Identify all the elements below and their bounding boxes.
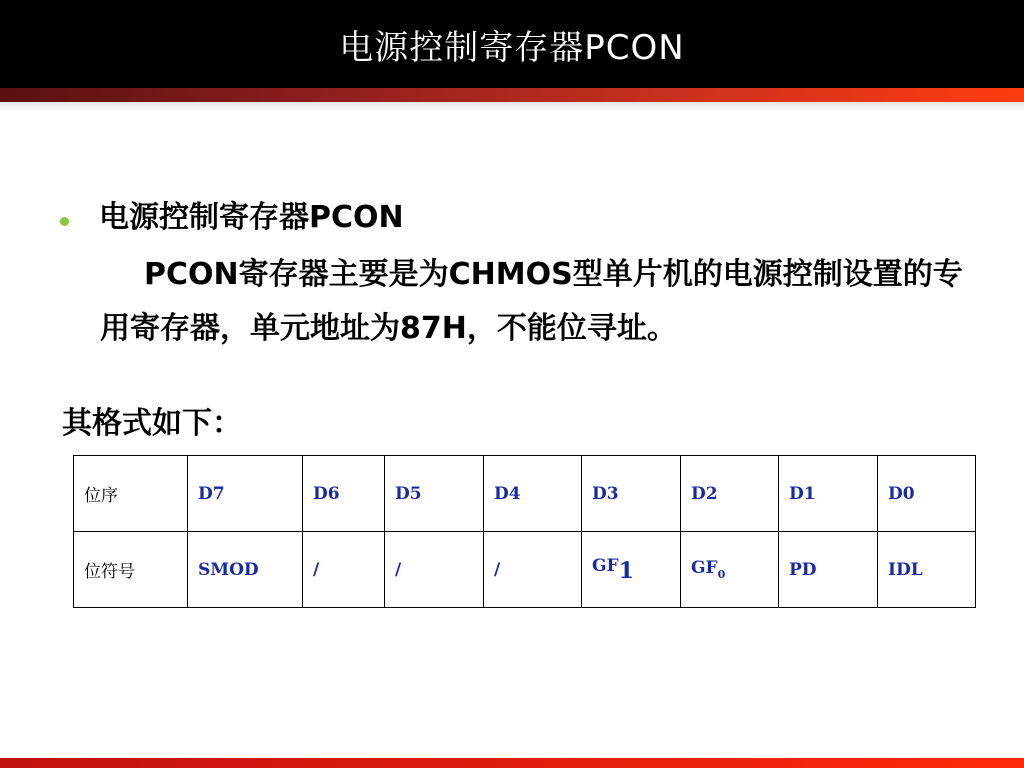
- format-label: 其格式如下：: [62, 406, 242, 441]
- cell-d0: D0: [878, 456, 976, 532]
- table-row: [74, 456, 976, 532]
- cell-d1: D1: [779, 456, 878, 532]
- cell-d4: D4: [484, 456, 582, 532]
- header-shadow: [0, 102, 1024, 112]
- row-header-bit-order: 位序: [74, 456, 188, 532]
- slide-header: [0, 0, 1024, 88]
- cell-idl: IDL: [878, 532, 976, 608]
- gf0-base: GF: [691, 558, 718, 578]
- gf0-subscript: 0: [717, 568, 726, 581]
- cell-d6: D6: [303, 456, 385, 532]
- gf1-base: GF: [592, 555, 619, 576]
- cell-d3: D3: [582, 456, 681, 532]
- footer-accent-bar: [0, 758, 1024, 768]
- bullet-item: [60, 192, 404, 236]
- cell-slash-d4: /: [484, 532, 582, 608]
- slide-title: 电源控制寄存器PCON: [339, 27, 685, 68]
- gf1-subscript: 1: [618, 557, 634, 584]
- description-paragraph: PCON寄存器主要是为CHMOS型单片机的电源控制设置的专用寄存器，单元地址为87H，不能位寻址。: [100, 257, 963, 346]
- cell-slash-d5: /: [385, 532, 484, 608]
- cell-slash-d6: /: [303, 532, 385, 608]
- cell-pd: PD: [779, 532, 878, 608]
- cell-smod: SMOD: [188, 532, 303, 608]
- cell-gf1: [582, 532, 681, 608]
- table-row: [74, 532, 976, 608]
- header-accent-band: [0, 88, 1024, 102]
- cell-d2: D2: [681, 456, 779, 532]
- row-header-bit-symbol: 位符号: [74, 532, 188, 608]
- cell-d7: D7: [188, 456, 303, 532]
- bullet-dot-icon: [60, 217, 69, 226]
- bullet-text: 电源控制寄存器PCON: [99, 200, 404, 235]
- cell-gf0: [681, 532, 779, 608]
- pcon-bit-table: [73, 455, 976, 608]
- cell-d5: D5: [385, 456, 484, 532]
